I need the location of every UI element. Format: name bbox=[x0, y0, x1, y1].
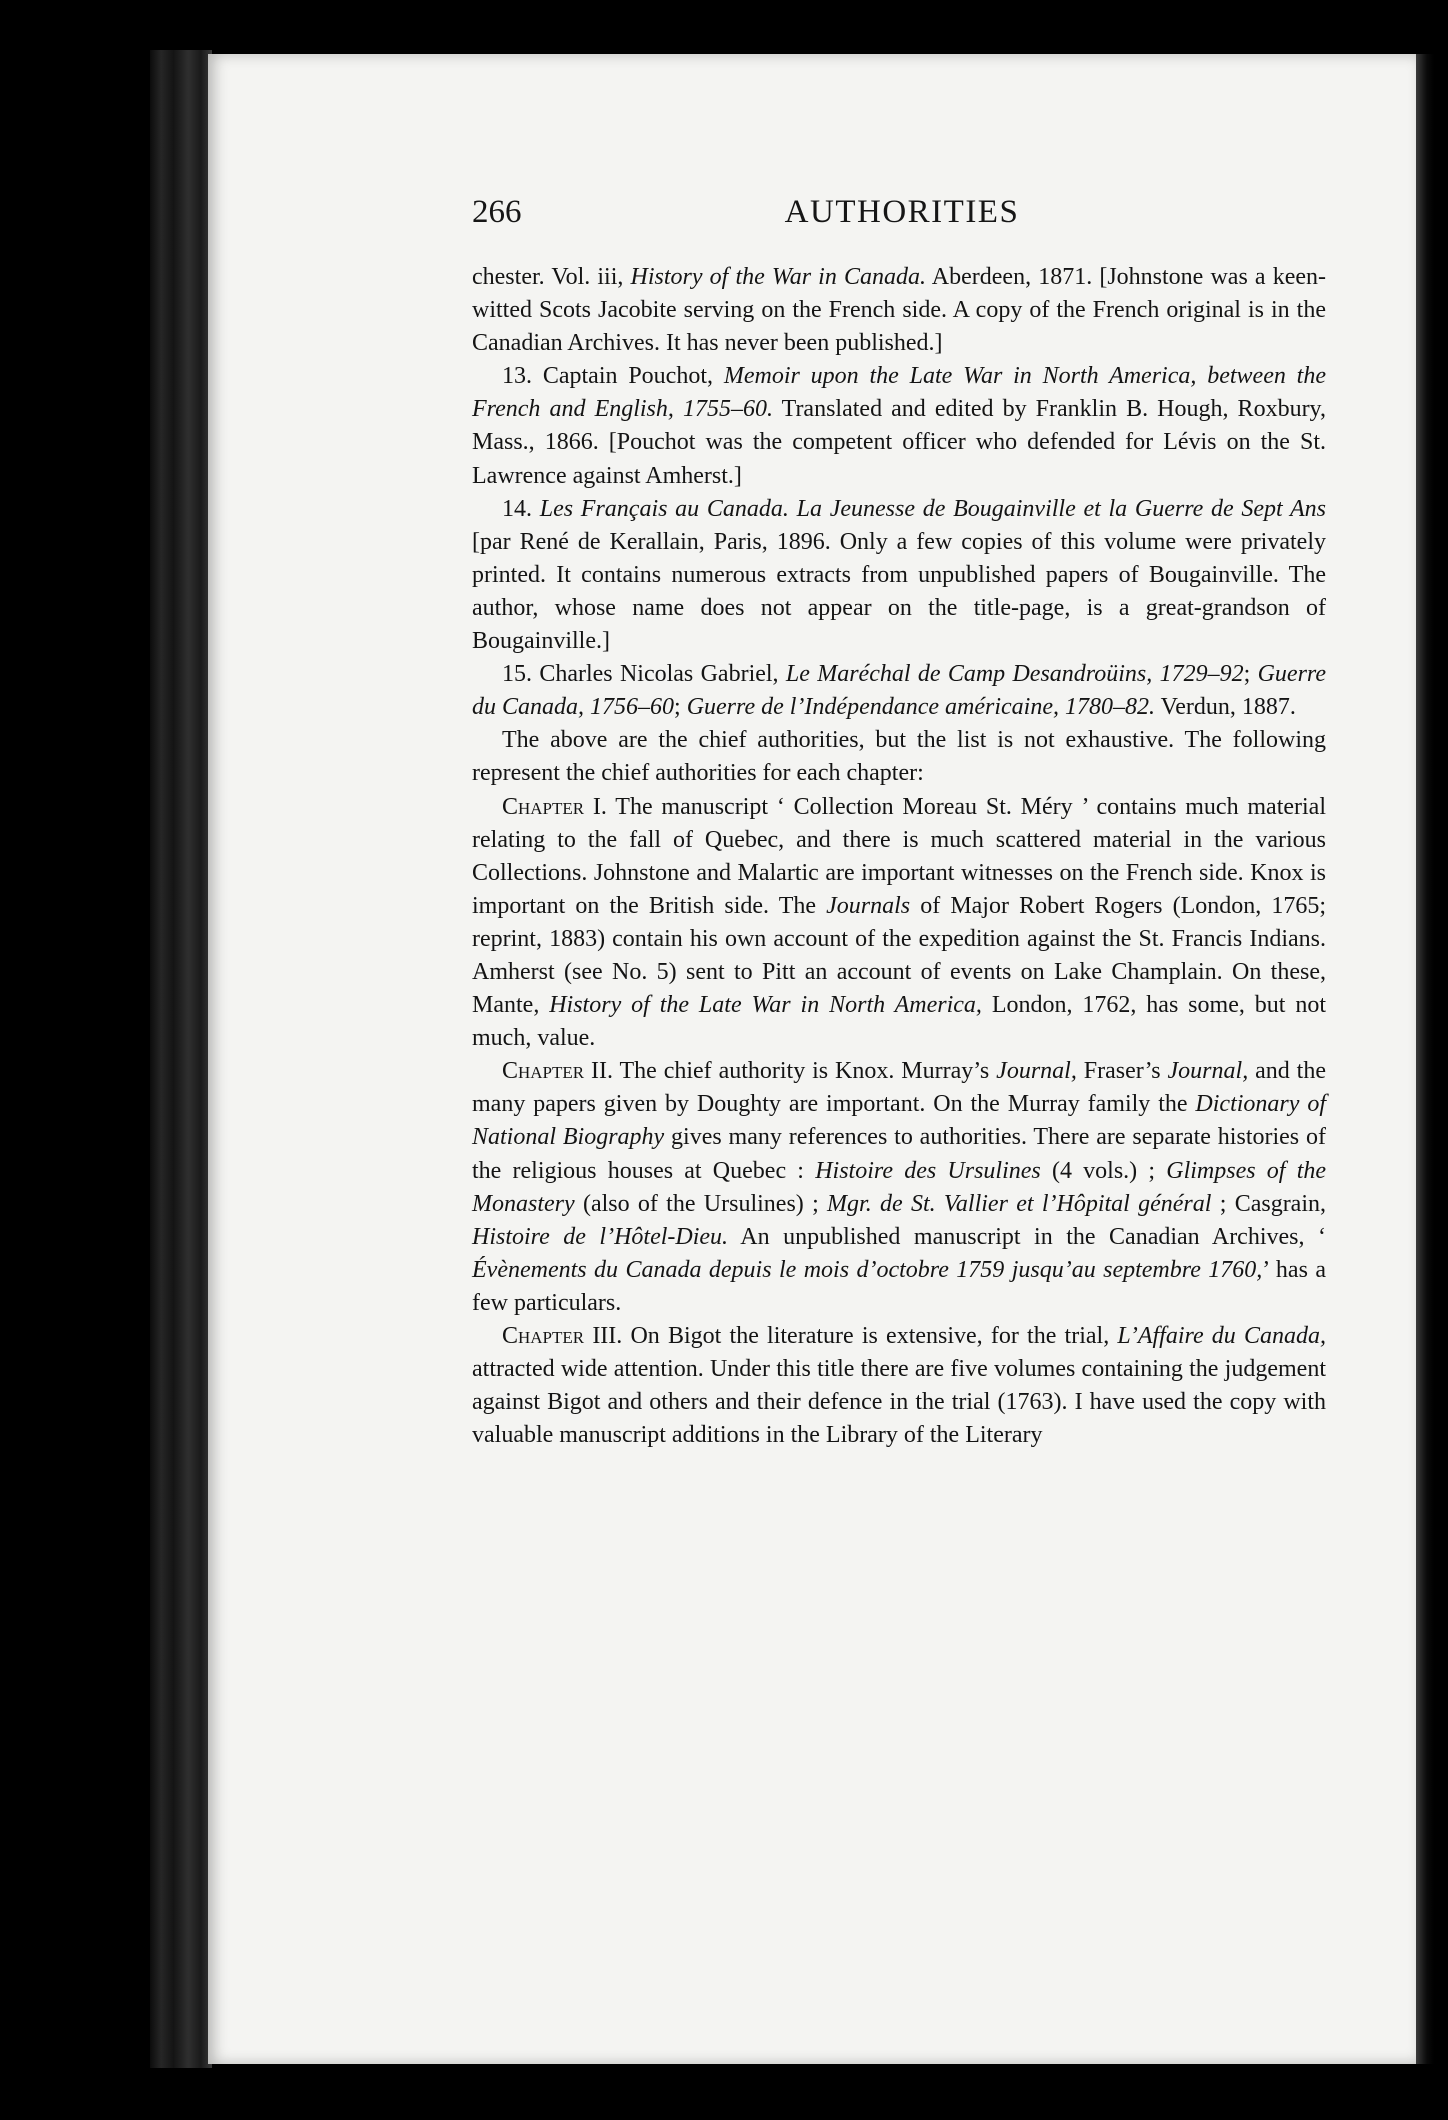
paragraph-summary: The above are the chief authorities, but the list is not exhaustive. The following represent the chief authorities for each chapter: bbox=[472, 727, 1326, 787]
paragraph-item-14: 14. Les Français au Canada. La Jeunesse de Bougainville et la Guerre de Sept Ans [par René de Kerallain, Paris, 1896. Only a few copies of this volume were privately printed. It contains numerous extracts from unpublished papers of Bougainville. The author, whose name does not appear on the title-page, is a great-grandson of Bougainville.] bbox=[472, 495, 1327, 655]
book-spine-edge bbox=[150, 50, 212, 2068]
running-head: AUTHORITIES bbox=[784, 194, 1020, 230]
paragraph-continuation: chester. Vol. iii, History of the War in Canada. Aberdeen, 1871. [Johnstone was a keen-witted Scots Jacobite serving on the French side. A copy of the French original is in the Canadian Archives. It has never been published.] bbox=[472, 264, 1327, 357]
page-number: 266 bbox=[472, 194, 522, 230]
paragraph-chapter-1: Chapter I. The manuscript ‘ Collection Moreau St. Méry ’ contains much material relating to the fall of Quebec, and there is much scattered material in the various Collections. Johnstone and Malartic are important witnesses on the French side. Knox is important on the British side. The Journals of Major Robert Rogers (London, 1765; reprint, 1883) contain his own account of the expedition against the St. Francis Indians. Amherst (see No. 5) sent to Pitt an account of events on Lake Champlain. On these, Mante, History of the Late War in North America, London, 1762, has some, but not much, value. bbox=[472, 793, 1326, 1052]
paragraph-item-13: 13. Captain Pouchot, Memoir upon the Late War in North America, between the French and English, 1755–60. Translated and edited by Franklin B. Hough, Roxbury, Mass., 1866. [Pouchot was the competent officer who defended for Lévis on the St. Lawrence against Amherst.] bbox=[472, 363, 1326, 489]
paragraph-chapter-3: Chapter III. On Bigot the literature is extensive, for the trial, L’Affaire du Canada, attracted wide attention. Under this title there are five volumes containing the judgement against Bigot and others and their defence in the trial (1763). I have used the copy with valuable manuscript additions in the Library of the Literary bbox=[472, 1323, 1326, 1449]
paragraph-chapter-2: Chapter II. The chief authority is Knox. Murray’s Journal, Fraser’s Journal, and the many papers given by Doughty are important. On the Murray family the Dictionary of National Biography gives many references to authorities. There are separate histories of the religious houses at Quebec : Histoire des Ursulines (4 vols.) ; Glimpses of the Monastery (also of the Ursulines) ; Mgr. de St. Vallier et l’Hôpital général ; Casgrain, Histoire de l’Hôtel-Dieu. An unpublished manuscript in the Canadian Archives, ‘ Évènements du Canada depuis le mois d’octobre 1759 jusqu’au septembre 1760,’ has a few particulars. bbox=[472, 1058, 1327, 1316]
paragraph-item-15: 15. Charles Nicolas Gabriel, Le Maréchal de Camp Desandroüins, 1729–92; Guerre du Canada, 1756–60; Guerre de l’Indépendance américaine, 1780–82. Verdun, 1887. bbox=[472, 661, 1327, 721]
body-text bbox=[472, 261, 1326, 1452]
next-page-edge bbox=[1416, 54, 1434, 2064]
page-header bbox=[472, 194, 1332, 244]
